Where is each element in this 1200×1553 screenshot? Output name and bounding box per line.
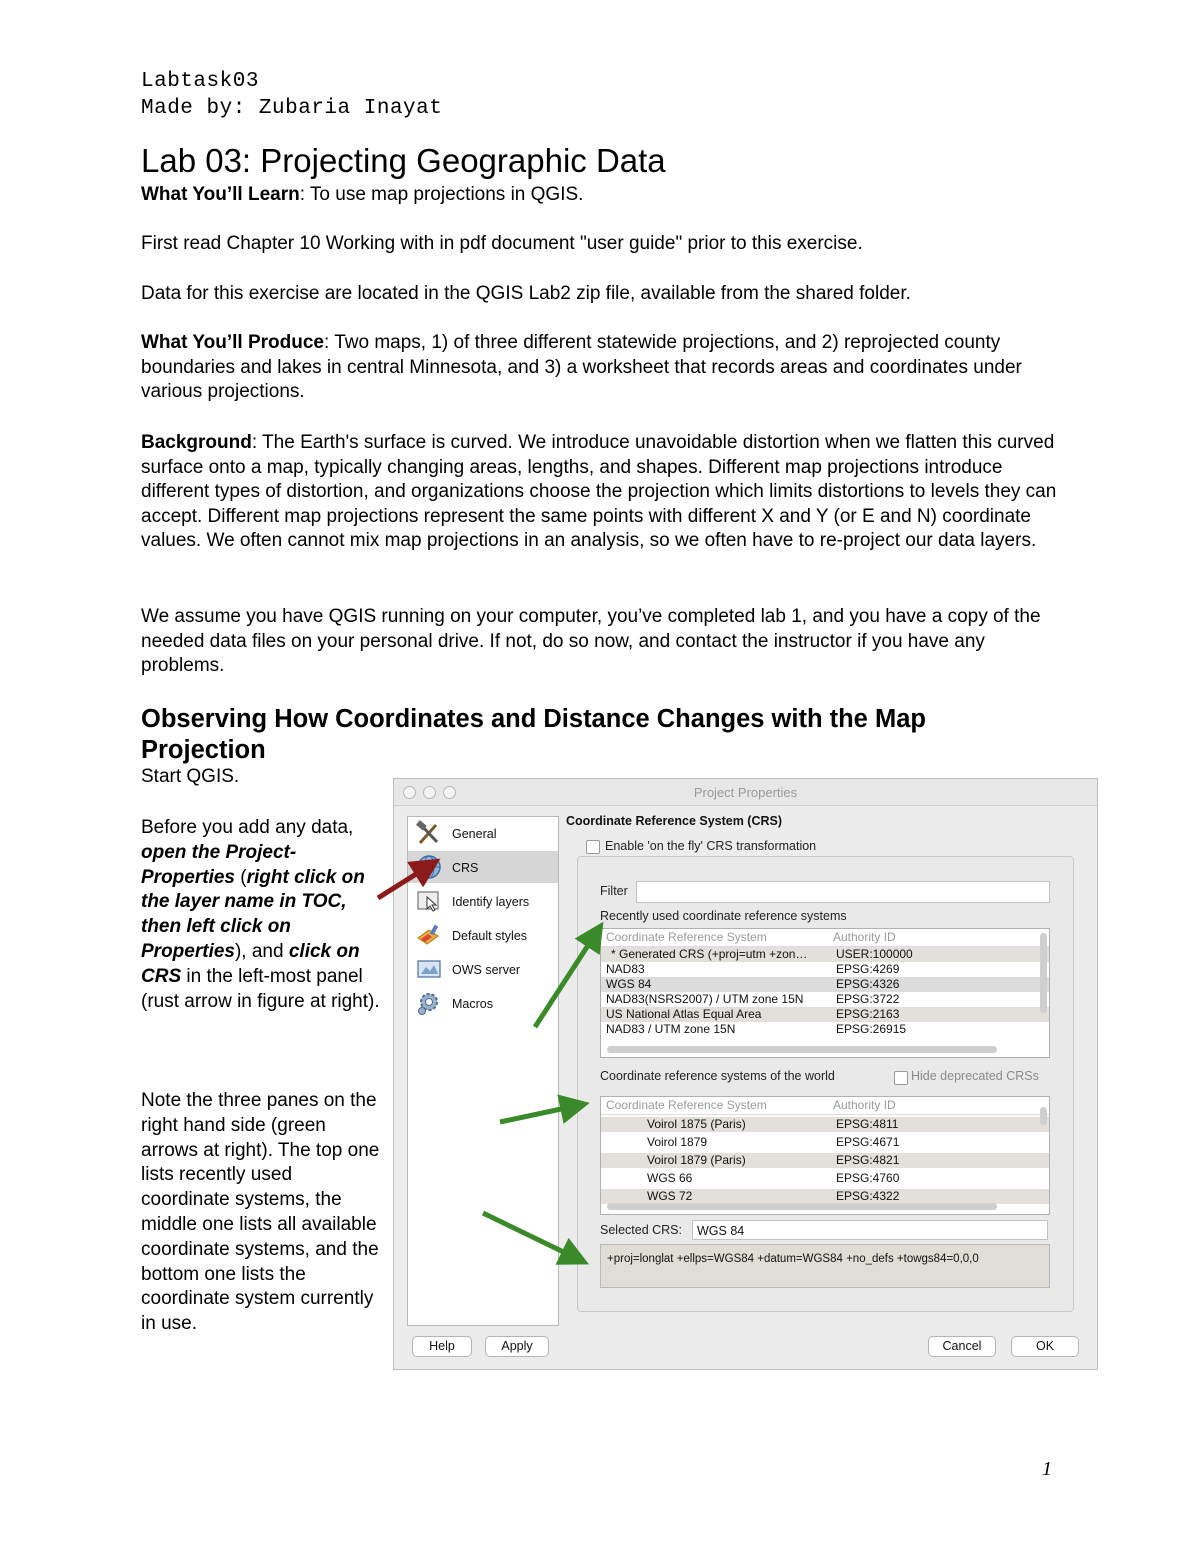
header-author: Made by: Zubaria Inayat <box>141 97 443 120</box>
hide-deprecated-checkbox[interactable] <box>894 1071 908 1085</box>
world-crs-label: Coordinate reference systems of the world <box>600 1069 835 1083</box>
recent-row-auth: EPSG:2163 <box>836 1007 900 1021</box>
side-bold-1: open the Project-Properties <box>141 841 297 888</box>
recent-row-crs: US National Atlas Equal Area <box>606 1007 762 1021</box>
recent-crs-label: Recently used coordinate reference systems <box>600 909 847 923</box>
assume-paragraph: We assume you have QGIS running on your computer, you’ve completed lab 1, and you have a copy of the needed data files on your personal drive. If not, do so now, and contact the instructor if you have any problems. <box>141 606 1041 677</box>
enable-otf-checkbox[interactable] <box>586 840 600 854</box>
side-text-1: Before you add any data, <box>141 817 354 838</box>
selected-crs-label: Selected CRS: <box>600 1223 682 1237</box>
world-row-crs: Voirol 1875 (Paris) <box>647 1117 746 1131</box>
recent-row[interactable] <box>601 992 1049 1007</box>
recent-col-auth[interactable]: Authority ID <box>833 930 896 944</box>
world-row-crs: WGS 72 <box>647 1189 693 1203</box>
read-first-paragraph: First read Chapter 10 Working with in pdf document "user guide" prior to this exercise. <box>141 233 863 254</box>
recent-row-auth: EPSG:4269 <box>836 962 900 976</box>
world-row[interactable] <box>601 1117 1049 1132</box>
recent-table-header <box>601 929 1049 947</box>
dialog-title: Project Properties <box>693 785 798 800</box>
recent-col-crs[interactable]: Coordinate Reference System <box>606 930 767 944</box>
recent-row-auth: EPSG:26915 <box>836 1022 907 1036</box>
world-row-crs: Voirol 1879 (Paris) <box>647 1153 746 1167</box>
dialog-titlebar <box>394 779 1097 806</box>
recent-crs-table <box>600 928 1050 1058</box>
world-row-auth: EPSG:4821 <box>836 1153 900 1167</box>
world-row[interactable] <box>601 1153 1049 1168</box>
nav-general-label: General <box>452 827 497 841</box>
recent-row-selected[interactable] <box>601 977 1049 992</box>
side-panes-note: Note the three panes on the right hand side (green arrows at right). The top one lists recently used coordinate systems, the middle one lists all available coordinate systems, and the bottom one lists the coordinate system currently in use. <box>141 1090 380 1335</box>
nav-macros-label: Macros <box>452 997 493 1011</box>
page-title: Lab 03: Projecting Geographic Data <box>141 142 666 179</box>
nav-styles-label: Default styles <box>452 929 528 943</box>
data-location-paragraph: Data for this exercise are located in the QGIS Lab2 zip file, available from the shared folder. <box>141 283 911 304</box>
produce-paragraph <box>141 331 1061 405</box>
filter-label: Filter <box>600 884 628 898</box>
recent-row-crs: * Generated CRS (+proj=utm +zon… <box>611 947 808 961</box>
world-crs-table <box>600 1096 1050 1215</box>
ok-button[interactable]: OK <box>1011 1336 1079 1357</box>
gear-icon <box>415 990 443 1016</box>
world-row-crs: WGS 66 <box>647 1171 693 1185</box>
world-col-crs[interactable]: Coordinate Reference System <box>606 1098 767 1112</box>
help-button[interactable]: Help <box>412 1336 472 1357</box>
recent-vertical-scrollbar[interactable] <box>1040 933 1047 1013</box>
recent-row-auth: EPSG:3722 <box>836 992 900 1006</box>
styles-icon <box>415 922 443 948</box>
nav-general[interactable] <box>408 817 558 849</box>
tools-icon <box>415 820 443 846</box>
nav-macros[interactable] <box>408 987 558 1019</box>
nav-identify-label: Identify layers <box>452 895 530 909</box>
world-row[interactable] <box>601 1171 1049 1186</box>
recent-row-crs: NAD83 / UTM zone 15N <box>606 1022 736 1036</box>
world-row[interactable] <box>601 1189 1049 1204</box>
side-text-2: ( <box>234 866 247 888</box>
learn-label: What You’ll Learn <box>141 184 300 205</box>
world-horizontal-scrollbar[interactable] <box>607 1203 997 1210</box>
learn-paragraph <box>141 183 1061 208</box>
background-text: : The Earth's surface is curved. We introduce unavoidable distortion when we flatten this curved surface onto a map, typically changing areas, lengths, and shapes. Different map projections introduce different types of distortion, and organizations choose the projection which limits distortions to levels they can accept. Different map projections represent the same points with different X and Y (or E and N) coordinate values. We often cannot mix map projections in an analysis, so we often have to re-project our data layers. <box>141 432 1057 552</box>
world-row-auth: EPSG:4322 <box>836 1189 900 1203</box>
nav-ows-label: OWS server <box>452 963 521 977</box>
world-row-auth: EPSG:4760 <box>836 1171 900 1185</box>
recent-row[interactable] <box>601 1022 1049 1037</box>
recent-row[interactable] <box>601 962 1049 977</box>
crs-section-title: Coordinate Reference System (CRS) <box>566 814 783 828</box>
side-text-3: ), and <box>234 940 289 962</box>
cancel-button[interactable]: Cancel <box>928 1336 996 1357</box>
world-row-crs: Voirol 1879 <box>647 1135 708 1149</box>
filter-input[interactable] <box>636 881 1050 903</box>
properties-nav-panel <box>407 816 559 1326</box>
learn-text: : To use map projections in QGIS. <box>299 184 584 205</box>
recent-row[interactable] <box>601 1007 1049 1022</box>
recent-row-crs: NAD83 <box>606 962 645 976</box>
recent-horizontal-scrollbar[interactable] <box>607 1046 997 1053</box>
ows-server-icon <box>415 956 443 982</box>
side-instructions <box>141 816 381 1014</box>
side-bold-2: right click on the layer name in TOC, then left click on Properties <box>141 866 365 962</box>
recent-row-auth: USER:100000 <box>836 947 913 961</box>
selected-crs-field[interactable]: WGS 84 <box>692 1220 1048 1240</box>
world-row[interactable] <box>601 1135 1049 1150</box>
page-number: 1 <box>1042 1458 1052 1480</box>
nav-crs[interactable] <box>408 851 558 883</box>
nav-identify-layers[interactable] <box>408 885 558 917</box>
start-instruction: Start QGIS. <box>141 766 240 787</box>
recent-row-auth: EPSG:4326 <box>836 977 900 991</box>
apply-button[interactable]: Apply <box>485 1336 549 1357</box>
recent-row-crs: WGS 84 <box>606 977 652 991</box>
recent-row-crs: NAD83(NSRS2007) / UTM zone 15N <box>606 992 804 1006</box>
world-row-auth: EPSG:4671 <box>836 1135 900 1149</box>
side-bold-3: click on CRS <box>141 940 360 987</box>
world-col-auth[interactable]: Authority ID <box>833 1098 896 1112</box>
project-properties-dialog <box>393 778 1098 1370</box>
header-labtask: Labtask03 <box>141 70 259 93</box>
produce-text: : Two maps, 1) of three different statewide projections, and 2) reprojected county boundaries and lakes in central Minnesota, and 3) a worksheet that records areas and coordinates under various projections. <box>141 332 1022 403</box>
world-row-auth: EPSG:4811 <box>836 1117 899 1131</box>
section-heading: Observing How Coordinates and Distance Changes with the Map Projection <box>141 705 926 764</box>
proj-string: +proj=longlat +ellps=WGS84 +datum=WGS84 +no_defs +towgs84=0,0,0 <box>607 1253 979 1265</box>
side-text-4: in the left-most panel (rust arrow in figure at right). <box>141 965 380 1012</box>
globe-icon <box>415 854 443 880</box>
nav-ows-server[interactable] <box>408 953 558 985</box>
nav-crs-label: CRS <box>452 861 479 875</box>
background-label: Background <box>141 432 252 453</box>
proj-string-box <box>600 1244 1050 1288</box>
hide-deprecated-label: Hide deprecated CRSs <box>911 1069 1039 1083</box>
world-table-header <box>601 1097 1049 1115</box>
nav-default-styles[interactable] <box>408 919 558 951</box>
world-vertical-scrollbar[interactable] <box>1040 1107 1047 1125</box>
produce-label: What You’ll Produce <box>141 332 324 353</box>
enable-otf-label: Enable 'on the fly' CRS transformation <box>605 839 817 853</box>
recent-row[interactable] <box>601 947 1049 962</box>
background-paragraph <box>141 431 1061 554</box>
identify-icon <box>415 888 443 914</box>
